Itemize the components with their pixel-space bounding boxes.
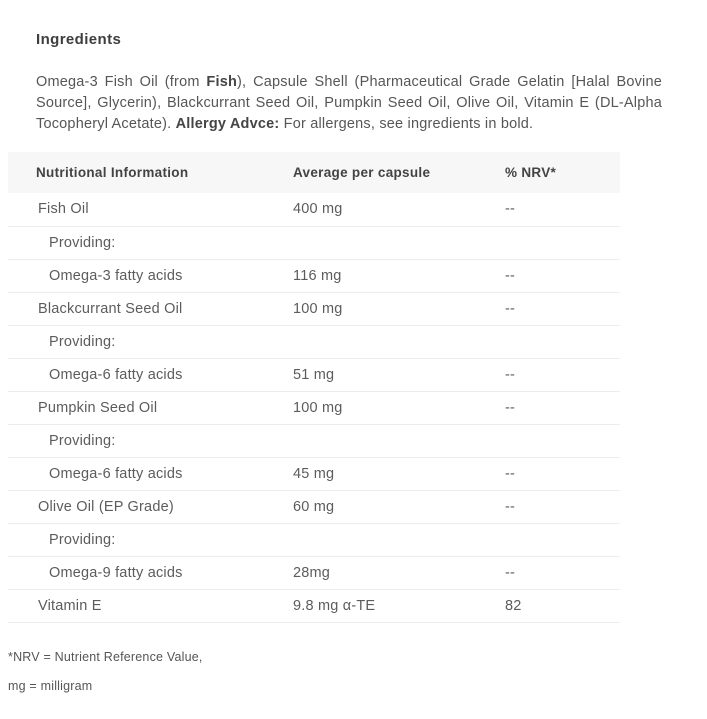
amount-cell: 116 mg	[293, 259, 505, 292]
amount-cell: 60 mg	[293, 490, 505, 523]
nutrient-name-cell: Omega-6 fatty acids	[8, 358, 293, 391]
table-row	[8, 325, 620, 358]
nutrient-name-cell: Providing:	[8, 226, 293, 259]
amount-cell: 45 mg	[293, 457, 505, 490]
nutrient-name-cell: Olive Oil (EP Grade)	[8, 490, 293, 523]
amount-cell	[293, 226, 505, 259]
table-header-row	[8, 152, 620, 193]
amount-cell: 28mg	[293, 556, 505, 589]
table-row	[8, 424, 620, 457]
nutrition-table-body	[8, 193, 620, 622]
nutrient-name-cell: Omega-6 fatty acids	[8, 457, 293, 490]
amount-cell	[293, 424, 505, 457]
ingredients-heading: Ingredients	[36, 31, 122, 48]
nrv-cell: --	[505, 292, 620, 325]
nrv-cell	[505, 523, 620, 556]
ingredients-paragraph	[36, 72, 662, 135]
column-header-nrv: % NRV*	[505, 152, 620, 193]
table-row	[8, 589, 620, 622]
table-row	[8, 490, 620, 523]
nrv-cell	[505, 325, 620, 358]
nutrient-name-cell: Vitamin E	[8, 589, 293, 622]
nrv-cell: --	[505, 457, 620, 490]
nrv-cell: --	[505, 193, 620, 226]
nrv-cell: --	[505, 391, 620, 424]
footnote-mg-definition: mg = milligram	[8, 678, 93, 693]
table-row	[8, 292, 620, 325]
amount-cell: 100 mg	[293, 292, 505, 325]
amount-cell: 51 mg	[293, 358, 505, 391]
nrv-cell: --	[505, 358, 620, 391]
nutrient-name-cell: Omega-3 fatty acids	[8, 259, 293, 292]
nutrient-name-cell: Providing:	[8, 424, 293, 457]
nutrition-table	[8, 152, 620, 623]
table-row	[8, 358, 620, 391]
nutrient-name-cell: Omega-9 fatty acids	[8, 556, 293, 589]
table-row	[8, 523, 620, 556]
amount-cell	[293, 325, 505, 358]
table-row	[8, 457, 620, 490]
allergen-bold-fish: Fish	[206, 74, 238, 90]
nutrient-name-cell: Providing:	[8, 523, 293, 556]
amount-cell: 9.8 mg α-TE	[293, 589, 505, 622]
amount-cell: 100 mg	[293, 391, 505, 424]
nutrient-name-cell: Providing:	[8, 325, 293, 358]
footnotes	[8, 650, 707, 693]
ingredients-text-2: ), Capsule Shell (Pharmaceutical Grade Gelatin [Halal Bovine Source], Glycerin), Blackcurrant Seed Oil, Pumpkin Seed Oil, Olive Oil, Vitamin E (DL-Alpha Tocopheryl Acetate).	[36, 74, 662, 132]
amount-cell: 400 mg	[293, 193, 505, 226]
column-header-average-per-capsule: Average per capsule	[293, 152, 505, 193]
table-row	[8, 193, 620, 226]
nutrient-name-cell: Blackcurrant Seed Oil	[8, 292, 293, 325]
nrv-cell: 82	[505, 589, 620, 622]
column-header-nutritional-information: Nutritional Information	[8, 152, 293, 193]
nutrient-name-cell: Fish Oil	[8, 193, 293, 226]
ingredients-text-3: For allergens, see ingredients in bold.	[279, 116, 534, 132]
table-row	[8, 556, 620, 589]
nrv-cell: --	[505, 259, 620, 292]
nrv-cell: --	[505, 490, 620, 523]
nrv-cell	[505, 424, 620, 457]
footnote-nrv-definition: *NRV = Nutrient Reference Value,	[8, 649, 203, 664]
nutrient-name-cell: Pumpkin Seed Oil	[8, 391, 293, 424]
ingredients-text-1: Omega-3 Fish Oil (from	[36, 74, 207, 90]
nrv-cell	[505, 226, 620, 259]
allergy-advice-label: Allergy Advce:	[175, 116, 280, 132]
table-row	[8, 259, 620, 292]
table-row	[8, 226, 620, 259]
table-row	[8, 391, 620, 424]
nrv-cell: --	[505, 556, 620, 589]
amount-cell	[293, 523, 505, 556]
